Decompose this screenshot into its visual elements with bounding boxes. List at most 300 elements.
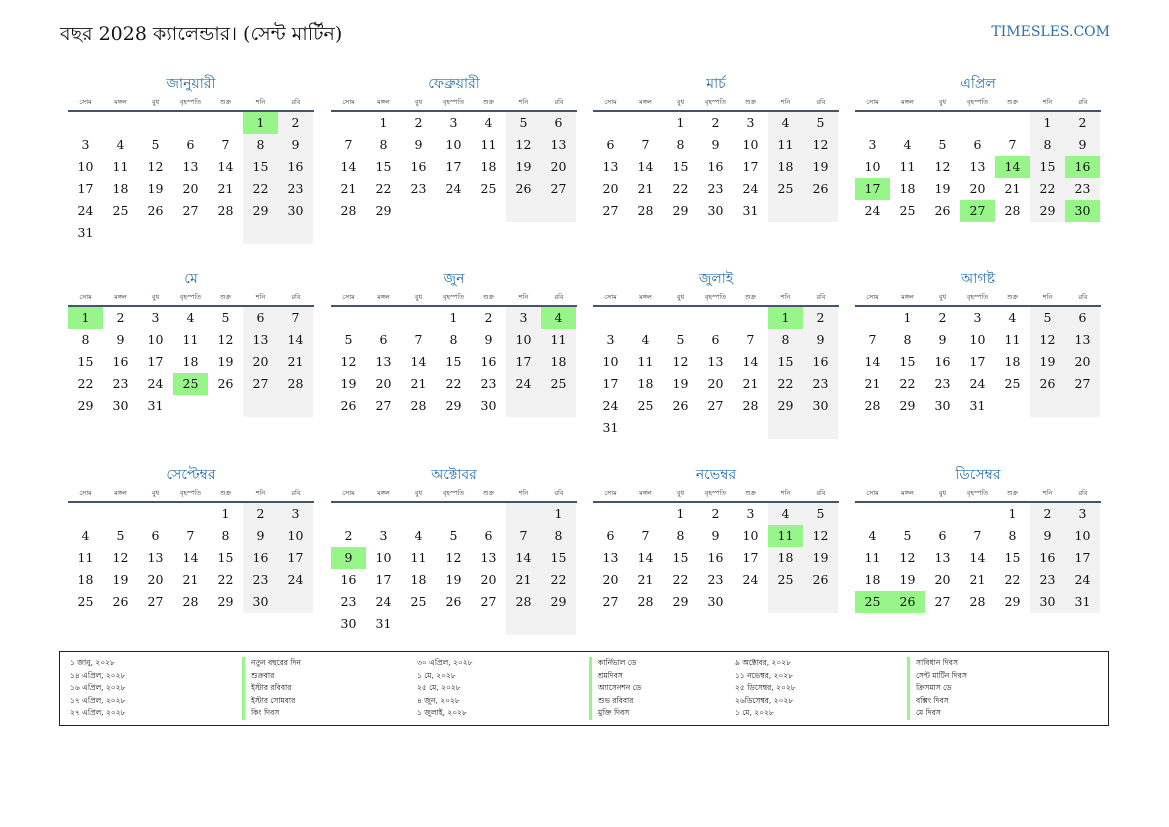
weekday-label: শনি: [780, 98, 791, 106]
day-cell: 30: [278, 200, 313, 222]
day-cell: 16: [112, 354, 129, 369]
day-cell: 7: [746, 332, 755, 347]
weekday-label: বৃহস্পতি: [442, 293, 465, 301]
day-cell: 22: [541, 569, 576, 591]
day-cell: 14: [217, 159, 234, 174]
month-calendar: [331, 465, 577, 635]
day-cell: 4: [81, 528, 90, 543]
day-cell: 19: [899, 572, 916, 587]
day-cell: 2: [344, 528, 353, 543]
legend-item: [735, 682, 967, 695]
day-grid: [593, 503, 839, 613]
day-grid: [593, 307, 839, 439]
day-cell: 24: [375, 594, 392, 609]
weekday-label: মঙ্গল: [114, 293, 127, 301]
day-cell: 1: [541, 503, 576, 525]
weekday-label: বুধ: [676, 489, 685, 497]
day-cell: 1: [676, 115, 685, 130]
day-cell: 18: [768, 547, 803, 569]
day-cell: 12: [934, 159, 951, 174]
weekday-label: রবি: [1078, 489, 1088, 497]
day-cell: 7: [278, 307, 313, 329]
day-cell: 14: [506, 547, 541, 569]
empty-cell: [1065, 395, 1100, 417]
day-cell: 21: [278, 351, 313, 373]
day-cell: 15: [1004, 550, 1021, 565]
empty-cell: [768, 200, 803, 222]
day-cell: 18: [410, 572, 427, 587]
day-cell: 4: [868, 528, 877, 543]
day-cell: 20: [1065, 351, 1100, 373]
day-cell: 16: [243, 547, 278, 569]
day-cell: 25: [112, 203, 129, 218]
day-cell: 16: [803, 351, 838, 373]
legend-date: ৩০ এপ্রিল, ২০২৮: [417, 658, 473, 667]
day-cell: 19: [112, 572, 129, 587]
month-calendar: [68, 465, 314, 613]
day-cell: 24: [506, 373, 541, 395]
day-cell: 27: [243, 373, 278, 395]
day-cell: 18: [112, 181, 129, 196]
empty-cell: [698, 417, 733, 439]
weekday-label: শুক্র: [1006, 293, 1019, 301]
legend-holiday-name: ক্রিসমাস ডে: [907, 682, 952, 695]
legend-date: ১৪ এপ্রিল, ২০২৮: [70, 670, 126, 680]
day-cell: 9: [278, 134, 313, 156]
weekday-header: [855, 485, 1101, 503]
day-cell: 7: [506, 525, 541, 547]
empty-cell: [855, 112, 890, 134]
day-cell: 17: [1065, 547, 1100, 569]
day-cell: 29: [541, 591, 576, 613]
day-cell: 8: [676, 137, 685, 152]
empty-cell: [208, 222, 243, 244]
day-cell: 29: [672, 203, 689, 218]
weekday-label: শনি: [1042, 293, 1053, 301]
weekday-label: রবি: [291, 489, 301, 497]
day-cell: 3: [379, 528, 388, 543]
day-cell: 4: [414, 528, 423, 543]
empty-cell: [436, 200, 471, 222]
legend-item: [417, 670, 641, 683]
month-name: অক্টোবর: [431, 467, 477, 483]
day-cell: 7: [868, 332, 877, 347]
day-cell: 13: [969, 159, 986, 174]
weekday-label: বৃহস্পতি: [442, 489, 465, 497]
day-cell: 11: [899, 159, 916, 174]
day-cell: 5: [903, 528, 912, 543]
day-cell: 24: [147, 376, 164, 391]
empty-cell: [401, 613, 436, 635]
day-cell: 14: [182, 550, 199, 565]
weekday-label: শনি: [518, 98, 529, 106]
day-cell: 5: [221, 310, 230, 325]
day-cell: 16: [707, 550, 724, 565]
day-cell: 6: [151, 528, 160, 543]
empty-cell: [995, 395, 1030, 417]
empty-cell: [471, 503, 506, 525]
day-cell: 22: [77, 376, 94, 391]
weekday-label: রবি: [554, 293, 564, 301]
day-cell: 17: [278, 547, 313, 569]
day-cell: 31: [77, 225, 94, 240]
day-cell: 21: [864, 376, 881, 391]
day-cell: 18: [637, 376, 654, 391]
empty-cell: [628, 112, 663, 134]
empty-cell: [471, 613, 506, 635]
empty-cell: [541, 200, 576, 222]
weekday-header: [855, 289, 1101, 307]
day-cell: 9: [331, 547, 366, 569]
weekday-label: রবি: [291, 98, 301, 106]
empty-cell: [103, 112, 138, 134]
legend-holiday-name: সেন্ট মার্টিন দিবস: [907, 670, 967, 683]
day-cell: 16: [340, 572, 357, 587]
day-cell: 20: [480, 572, 497, 587]
day-cell: 16: [1065, 156, 1100, 178]
day-cell: 31: [1065, 591, 1100, 613]
empty-cell: [803, 591, 838, 613]
weekday-header: [593, 485, 839, 503]
weekday-label: শুক্র: [1006, 98, 1019, 106]
day-cell: 20: [602, 181, 619, 196]
legend-date: ৪ জুন, ২০২৮: [417, 695, 460, 705]
day-cell: 25: [77, 594, 94, 609]
day-cell: 12: [217, 332, 234, 347]
day-cell: 29: [217, 594, 234, 609]
day-cell: 6: [243, 307, 278, 329]
day-cell: 9: [414, 137, 423, 152]
weekday-label: বৃহস্পতি: [966, 489, 989, 497]
day-cell: 5: [449, 528, 458, 543]
month-name: ডিসেম্বর: [955, 467, 1001, 483]
empty-cell: [663, 307, 698, 329]
day-cell: 30: [1065, 200, 1100, 222]
weekday-label: রবি: [554, 489, 564, 497]
day-cell: 17: [445, 159, 462, 174]
day-cell: 1: [768, 307, 803, 329]
day-cell: 1: [68, 307, 103, 329]
day-cell: 23: [480, 376, 497, 391]
day-cell: 24: [742, 181, 759, 196]
day-cell: 3: [278, 503, 313, 525]
legend-date: ৯ অক্টোবর, ২০২৮: [735, 658, 792, 667]
day-cell: 9: [1030, 525, 1065, 547]
day-cell: 6: [973, 137, 982, 152]
weekday-label: রবি: [1078, 293, 1088, 301]
weekday-label: সোম: [604, 98, 617, 106]
day-cell: 20: [182, 181, 199, 196]
day-cell: 6: [606, 528, 615, 543]
day-grid: [331, 112, 577, 222]
weekday-label: সোম: [79, 98, 92, 106]
day-cell: 11: [112, 159, 129, 174]
legend-item: [735, 707, 967, 720]
weekday-label: বুধ: [938, 98, 947, 106]
weekday-label: শনি: [255, 489, 266, 497]
empty-cell: [593, 307, 628, 329]
legend-date: ১ মে, ২০২৮: [735, 708, 774, 717]
day-cell: 25: [480, 181, 497, 196]
day-cell: 14: [278, 329, 313, 351]
day-cell: 2: [484, 310, 493, 325]
day-cell: 11: [77, 550, 94, 565]
day-cell: 2: [803, 307, 838, 329]
day-cell: 15: [445, 354, 462, 369]
day-cell: 23: [1065, 178, 1100, 200]
legend-holiday-name: কার্নিভাল ডে: [589, 657, 636, 670]
month-name: জুলাই: [698, 271, 734, 287]
day-cell: 7: [641, 137, 650, 152]
day-cell: 5: [151, 137, 160, 152]
day-cell: 28: [969, 594, 986, 609]
day-cell: 11: [768, 134, 803, 156]
weekday-label: রবি: [554, 98, 564, 106]
day-cell: 28: [182, 594, 199, 609]
day-cell: 3: [449, 115, 458, 130]
day-cell: 19: [340, 376, 357, 391]
day-cell: 26: [890, 591, 925, 613]
day-cell: 8: [221, 528, 230, 543]
legend-date: ১৭ এপ্রিল, ২০২৮: [70, 695, 126, 705]
empty-cell: [173, 503, 208, 525]
weekday-label: মঙ্গল: [901, 489, 914, 497]
empty-cell: [471, 200, 506, 222]
day-cell: 5: [803, 503, 838, 525]
weekday-label: বুধ: [414, 489, 423, 497]
legend-date: ২৫ ডিসেম্বর, ২০২৮: [735, 683, 796, 692]
day-cell: 15: [899, 354, 916, 369]
empty-cell: [733, 417, 768, 439]
day-cell: 18: [768, 156, 803, 178]
weekday-header: [593, 289, 839, 307]
day-cell: 27: [480, 594, 497, 609]
day-cell: 22: [375, 181, 392, 196]
day-cell: 28: [1004, 203, 1021, 218]
day-cell: 10: [864, 159, 881, 174]
empty-cell: [366, 503, 401, 525]
weekday-header: [68, 94, 314, 112]
legend-column: [70, 657, 301, 720]
day-cell: 6: [938, 528, 947, 543]
day-cell: 24: [864, 203, 881, 218]
weekday-label: মঙ্গল: [901, 293, 914, 301]
day-cell: 20: [707, 376, 724, 391]
day-cell: 11: [182, 332, 199, 347]
legend-holiday-name: শ্রমদিবস: [589, 670, 623, 683]
empty-cell: [855, 503, 890, 525]
day-cell: 1: [1030, 112, 1065, 134]
day-cell: 21: [969, 572, 986, 587]
empty-cell: [138, 222, 173, 244]
day-cell: 17: [969, 354, 986, 369]
day-cell: 13: [707, 354, 724, 369]
empty-cell: [278, 591, 313, 613]
day-cell: 3: [1065, 503, 1100, 525]
weekday-label: মঙ্গল: [639, 293, 652, 301]
legend-holiday-name: বক্সিং দিবস: [907, 695, 949, 708]
day-cell: 4: [768, 503, 803, 525]
day-cell: 24: [602, 398, 619, 413]
day-cell: 30: [934, 398, 951, 413]
weekday-label: বুধ: [151, 489, 160, 497]
legend-item: [417, 682, 641, 695]
day-cell: 25: [899, 203, 916, 218]
weekday-label: সোম: [342, 293, 355, 301]
legend-date: ১ জুলাই, ২০২৮: [417, 708, 467, 717]
day-cell: 21: [1004, 181, 1021, 196]
day-grid: [855, 307, 1101, 417]
day-cell: 25: [410, 594, 427, 609]
empty-cell: [278, 395, 313, 417]
day-cell: 9: [938, 332, 947, 347]
day-cell: 13: [375, 354, 392, 369]
day-cell: 10: [445, 137, 462, 152]
month-calendar: [593, 74, 839, 222]
day-cell: 25: [541, 373, 576, 395]
day-cell: 11: [541, 329, 576, 351]
day-cell: 19: [803, 547, 838, 569]
day-cell: 26: [445, 594, 462, 609]
day-cell: 31: [742, 203, 759, 218]
weekday-label: শুক্র: [744, 98, 757, 106]
legend-holiday-name: কিং দিবস: [242, 707, 279, 720]
month-calendar: [331, 269, 577, 417]
day-cell: 7: [1008, 137, 1017, 152]
empty-cell: [173, 395, 208, 417]
weekday-header: [331, 289, 577, 307]
day-cell: 8: [541, 525, 576, 547]
site-link[interactable]: TIMESLES.COM: [991, 24, 1110, 40]
day-cell: 24: [969, 376, 986, 391]
legend-item: [70, 682, 301, 695]
day-cell: 31: [602, 420, 619, 435]
empty-cell: [436, 613, 471, 635]
day-cell: 10: [278, 525, 313, 547]
day-cell: 9: [711, 137, 720, 152]
empty-cell: [103, 222, 138, 244]
day-cell: 29: [375, 203, 392, 218]
empty-cell: [173, 112, 208, 134]
day-cell: 13: [480, 550, 497, 565]
holiday-legend: [59, 651, 1109, 726]
weekday-label: শনি: [780, 489, 791, 497]
empty-cell: [768, 591, 803, 613]
weekday-label: বুধ: [676, 98, 685, 106]
day-cell: 14: [637, 550, 654, 565]
day-cell: 5: [506, 112, 541, 134]
day-cell: 8: [81, 332, 90, 347]
weekday-label: শুক্র: [482, 489, 495, 497]
day-cell: 9: [803, 329, 838, 351]
day-cell: 23: [803, 373, 838, 395]
day-cell: 29: [1030, 200, 1065, 222]
weekday-label: মঙ্গল: [377, 293, 390, 301]
empty-cell: [278, 222, 313, 244]
day-cell: 8: [1008, 528, 1017, 543]
day-cell: 25: [768, 178, 803, 200]
day-cell: 23: [707, 572, 724, 587]
day-cell: 2: [1065, 112, 1100, 134]
day-cell: 9: [116, 332, 125, 347]
day-cell: 18: [182, 354, 199, 369]
day-cell: 12: [803, 525, 838, 547]
day-cell: 15: [243, 156, 278, 178]
day-cell: 4: [186, 310, 195, 325]
empty-cell: [541, 613, 576, 635]
legend-item: [735, 670, 967, 683]
legend-item: [70, 670, 301, 683]
day-cell: 25: [1004, 376, 1021, 391]
empty-cell: [628, 307, 663, 329]
day-cell: 9: [711, 528, 720, 543]
day-grid: [68, 503, 314, 613]
weekday-label: রবি: [816, 98, 826, 106]
empty-cell: [995, 112, 1030, 134]
day-cell: 1: [379, 115, 388, 130]
weekday-label: বুধ: [151, 293, 160, 301]
day-cell: 8: [243, 134, 278, 156]
empty-cell: [436, 503, 471, 525]
weekday-label: শুক্র: [1006, 489, 1019, 497]
day-grid: [68, 112, 314, 244]
day-cell: 20: [375, 376, 392, 391]
day-cell: 4: [768, 112, 803, 134]
day-cell: 25: [855, 591, 890, 613]
day-cell: 1: [449, 310, 458, 325]
day-cell: 26: [1030, 373, 1065, 395]
day-cell: 18: [541, 351, 576, 373]
day-cell: 15: [375, 159, 392, 174]
legend-date: ২৬ডিসেম্বর, ২০২৮: [735, 695, 794, 705]
day-cell: 13: [243, 329, 278, 351]
day-cell: 3: [506, 307, 541, 329]
day-cell: 17: [602, 376, 619, 391]
day-cell: 21: [637, 572, 654, 587]
day-cell: 5: [344, 332, 353, 347]
weekday-label: বুধ: [414, 293, 423, 301]
weekday-label: শনি: [1042, 98, 1053, 106]
day-cell: 27: [375, 398, 392, 413]
day-cell: 26: [112, 594, 129, 609]
day-cell: 7: [641, 528, 650, 543]
day-cell: 15: [217, 550, 234, 565]
day-cell: 20: [243, 351, 278, 373]
weekday-label: সোম: [604, 293, 617, 301]
day-cell: 10: [506, 329, 541, 351]
weekday-label: শনি: [518, 489, 529, 497]
weekday-label: শুক্র: [482, 98, 495, 106]
day-cell: 27: [602, 594, 619, 609]
day-cell: 28: [637, 203, 654, 218]
day-cell: 28: [410, 398, 427, 413]
legend-item: [70, 707, 301, 720]
day-cell: 29: [1004, 594, 1021, 609]
day-cell: 2: [243, 503, 278, 525]
day-cell: 6: [484, 528, 493, 543]
legend-item: [417, 707, 641, 720]
empty-cell: [663, 417, 698, 439]
day-cell: 22: [243, 178, 278, 200]
day-cell: 11: [410, 550, 427, 565]
day-cell: 3: [973, 310, 982, 325]
legend-holiday-name: মে দিবস: [907, 707, 941, 720]
day-cell: 20: [602, 572, 619, 587]
day-cell: 17: [855, 178, 890, 200]
legend-holiday-name: নতুন বছরের দিন: [242, 657, 301, 670]
empty-cell: [925, 112, 960, 134]
month-calendar: [593, 465, 839, 613]
